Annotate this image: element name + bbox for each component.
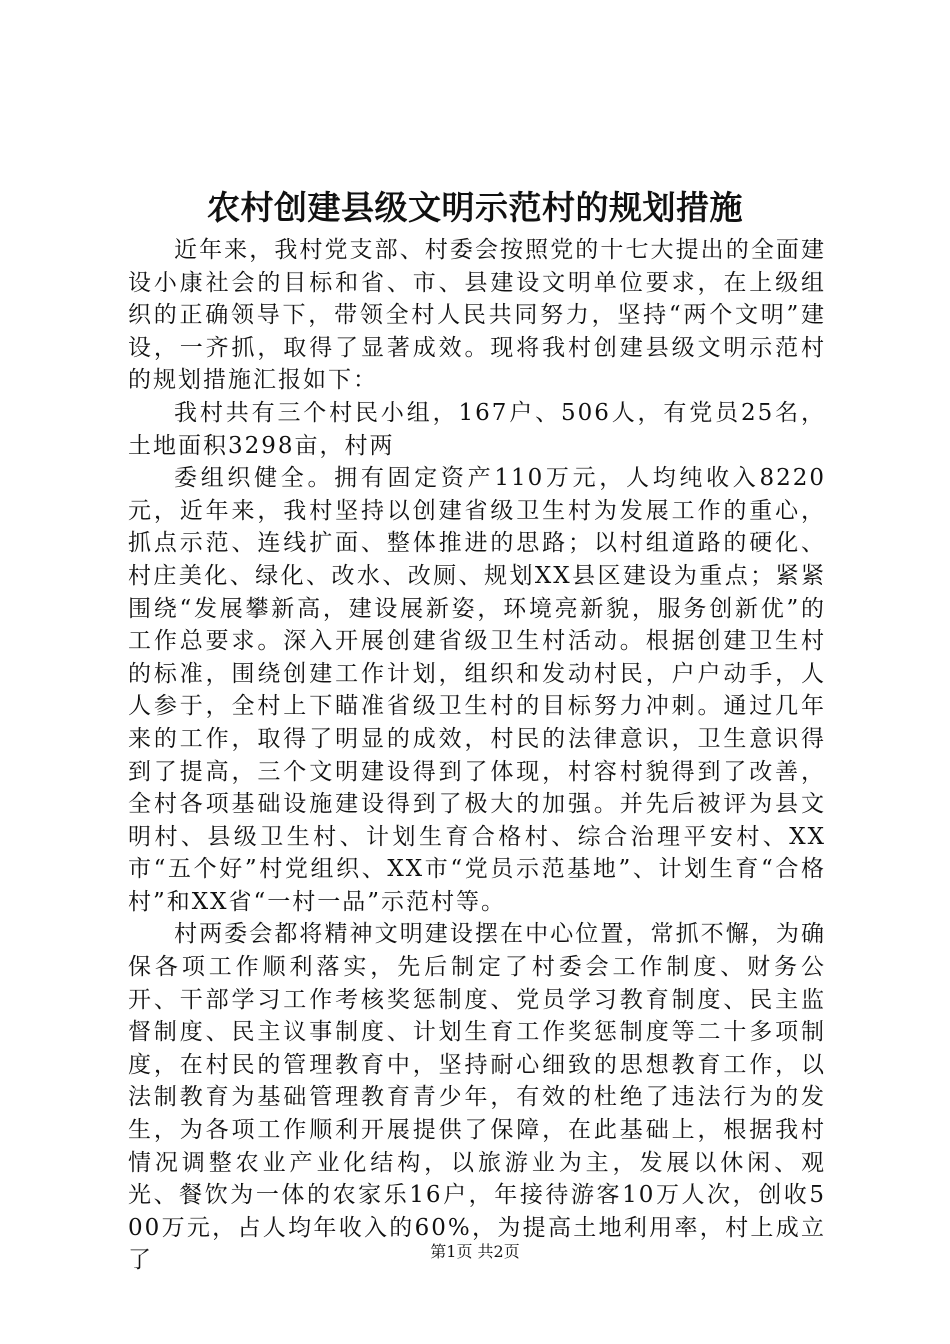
paragraph-village-stats: 我村共有三个村民小组，167户、506人，有党员25名，土地面积3298亩，村两	[128, 399, 826, 459]
paragraph-intro: 近年来，我村党支部、村委会按照党的十七大提出的全面建设小康社会的目标和省、市、县建设文明单位要求，在上级组织的正确领导下，带领全村人民共同努力，坚持“两个文明”建设，一齐抓，取得了显著成效。现将我村创建县级文明示范村的规划措施汇报如下：	[128, 237, 826, 394]
paragraph-civilization-building: 村两委会都将精神文明建设摆在中心位置，常抓不懈，为确保各项工作顺利落实，先后制定了村委会工作制度、财务公开、干部学习工作考核奖惩制度、党员学习教育制度、民主监督制度、民主议事制度、计划生育工作奖惩制度等二十多项制度，在村民的管理教育中，坚持耐心细致的思想教育工作，以法制教育为基础管理教育青少年，有效的杜绝了违法行为的发生，为各项工作顺利开展提供了保障，在此基础上，根据我村情况调整农业产业化结构，以旅游业为主，发展以休闲、观光、餐饮为一体的农家乐16户，年接待游客10万人次，创收500万元，占人均年收入的60%，为提高土地利用率，村上成立了	[128, 921, 826, 1274]
page-footer: 第1页 共2页	[430, 1242, 520, 1261]
paragraph-organization: 委组织健全。拥有固定资产110万元，人均纯收入8220元，近年来，我村坚持以创建省级卫生村为发展工作的重心，抓点示范、连线扩面、整体推进的思路；以村组道路的硬化、村庄美化、绿化、改水、改厕、规划XX县区建设为重点；紧紧围绕“发展攀新高，建设展新姿，环境亮新貌，服务创新优”的工作总要求。深入开展创建省级卫生村活动。根据创建卫生村的标准，围绕创建工作计划，组织和发动村民，户户动手，人人参于，全村上下瞄准省级卫生村的目标努力冲刺。通过几年来的工作，取得了明显的成效，村民的法律意识，卫生意识得到了提高，三个文明建设得到了体现，村容村貌得到了改善，全村各项基础设施建设得到了极大的加强。并先后被评为县文明村、县级卫生村、计划生育合格村、综合治理平安村、XX市“五个好”村党组织、XX市“党员示范基地”、计划生育“合格村”和XX省“一村一品”示范村等。	[128, 465, 826, 915]
document-body	[128, 234, 826, 1277]
document-title: 农村创建县级文明示范村的规划措施	[207, 188, 743, 227]
